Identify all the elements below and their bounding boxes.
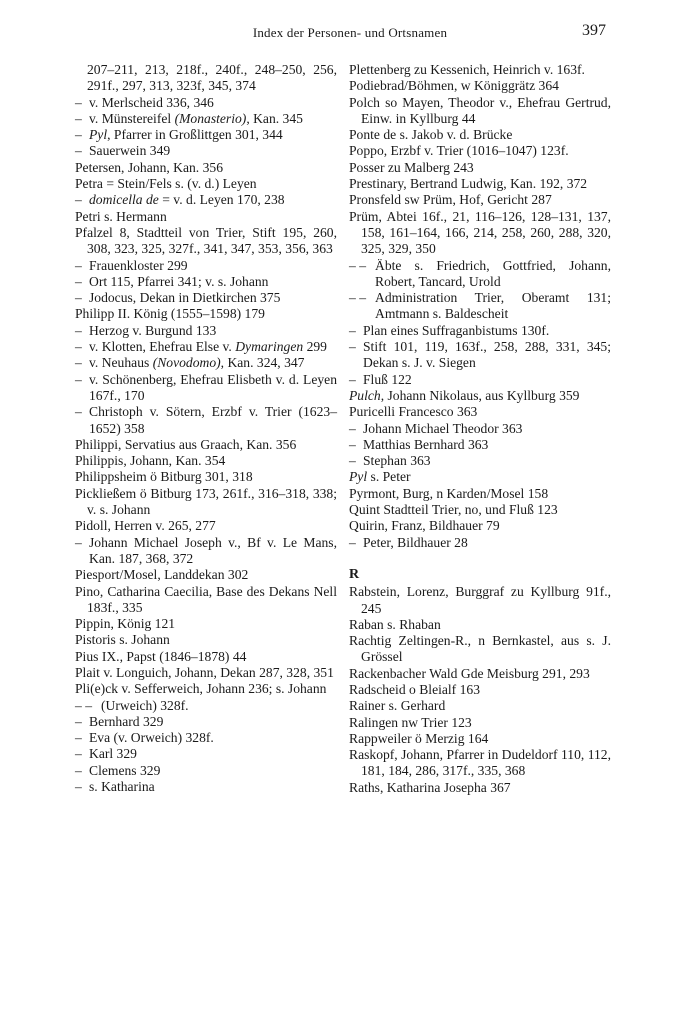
index-entry: Quint Stadtteil Trier, no, und Fluß 123	[349, 502, 558, 518]
index-subentry: – Eva (v. Orweich) 328f.	[75, 730, 337, 746]
index-entry: Pius IX., Papst (1846–1878) 44	[75, 648, 247, 664]
index-subentry: – Stephan 363	[349, 453, 611, 469]
running-header: Index der Personen- und Ortsnamen	[252, 25, 448, 40]
index-entry: Prestinary, Bertrand Ludwig, Kan. 192, 372	[349, 176, 588, 192]
page-number: 397	[582, 22, 606, 39]
index-entry: Raban s. Rhaban	[349, 616, 441, 632]
index-entry: Pickließem ö Bitburg 173, 261f., 316–318, 338; v. s. Johann	[75, 485, 337, 518]
index-entry: Poppo, Erzbf v. Trier (1016–1047) 123f.	[349, 143, 569, 159]
index-entry: Raskopf, Johann, Pfarrer in Dudeldorf 110, 112, 181, 184, 286, 317f., 335, 368	[349, 747, 611, 779]
index-subentry: – v. Münstereifel (Monasterio), Kan. 345	[75, 111, 337, 127]
index-entry: Philippi, Servatius aus Graach, Kan. 356	[75, 436, 297, 452]
index-entry: Pino, Catharina Caecilia, Base des Dekans Nell 183f., 335	[75, 583, 337, 615]
index-entry: Rachtig Zeltingen-R., n Bernkastel, aus s. J. Grössel	[349, 633, 611, 665]
index-subentry: – v. Schönenberg, Ehefrau Elisbeth v. d. Leyen 167f., 170	[75, 372, 337, 405]
index-subentry: – Frauenkloster 299	[75, 258, 337, 274]
index-entry: Petri s. Hermann	[75, 208, 167, 224]
index-subentry: – Plan eines Suffraganbistums 130f.	[349, 323, 611, 339]
index-entry: Philippsheim ö Bitburg 301, 318	[75, 469, 253, 485]
index-subentry: – – Äbte s. Friedrich, Gottfried, Johann, Robert, Tancard, Urold	[349, 258, 611, 291]
index-entry: Ralingen nw Trier 123	[349, 714, 472, 730]
index-entry: Ponte de s. Jakob v. d. Brücke	[349, 127, 513, 143]
index-entry: Radscheid o Bleialf 163	[349, 681, 480, 697]
index-subentry: – – (Urweich) 328f.	[75, 698, 337, 714]
index-subentry: – Fluß 122	[349, 372, 611, 388]
index-subentry: – v. Merlscheid 336, 346	[75, 95, 337, 111]
index-subentry: – Peter, Bildhauer 28	[349, 535, 611, 551]
index-subentry: – Bernhard 329	[75, 714, 337, 730]
index-subentry: – – Administration Trier, Oberamt 131; Amtmann s. Baldescheit	[349, 290, 611, 323]
index-entry: Rabstein, Lorenz, Burggraf zu Kyllburg 91f., 245	[349, 584, 611, 616]
index-subentry: – Christoph v. Sötern, Erzbf v. Trier (1623–1652) 358	[75, 404, 337, 437]
index-subentry: – Pyl, Pfarrer in Großlittgen 301, 344	[75, 127, 337, 143]
index-entry: Rappweiler ö Merzig 164	[349, 730, 489, 746]
index-entry: Puricelli Francesco 363	[349, 404, 478, 420]
index-subentry: – Jodocus, Dekan in Dietkirchen 375	[75, 290, 337, 306]
index-subentry: – Ort 115, Pfarrei 341; v. s. Johann	[75, 274, 337, 290]
index-entry: Plait v. Longuich, Johann, Dekan 287, 328, 351	[75, 664, 334, 680]
index-subentry: – Herzog v. Burgund 133	[75, 323, 337, 339]
index-subentry: – s. Katharina	[75, 779, 337, 795]
index-entry: Rackenbacher Wald Gde Meisburg 291, 293	[349, 665, 590, 681]
index-entry: Pidoll, Herren v. 265, 277	[75, 518, 216, 534]
index-subentry: – Clemens 329	[75, 763, 337, 779]
index-entry: Piesport/Mosel, Landdekan 302	[75, 567, 249, 583]
index-subentry: – v. Neuhaus (Novodomo), Kan. 324, 347	[75, 355, 337, 371]
index-entry: Philipp II. König (1555–1598) 179	[75, 306, 265, 322]
index-entry: Pyrmont, Burg, n Karden/Mosel 158	[349, 485, 549, 501]
index-subentry: – Stift 101, 119, 163f., 258, 288, 331, 345; Dekan s. J. v. Siegen	[349, 339, 611, 372]
index-entry: Pronsfeld sw Prüm, Hof, Gericht 287	[349, 192, 552, 208]
index-entry: Quirin, Franz, Bildhauer 79	[349, 518, 500, 534]
index-subentry: – Karl 329	[75, 746, 337, 762]
index-entry: Plettenberg zu Kessenich, Heinrich v. 163f.	[349, 62, 585, 77]
index-entry: Petersen, Johann, Kan. 356	[75, 159, 223, 175]
index-subentry: – Johann Michael Joseph v., Bf v. Le Mans, Kan. 187, 368, 372	[75, 535, 337, 568]
index-column-left	[75, 62, 337, 795]
index-entry: Podiebrad/Böhmen, w Königgrätz 364	[349, 78, 559, 94]
index-entry: Petra = Stein/Fels s. (v. d.) Leyen	[75, 176, 257, 192]
index-subentry: – Johann Michael Theodor 363	[349, 421, 611, 437]
index-entry: Pippin, König 121	[75, 616, 176, 632]
index-entry: Philippis, Johann, Kan. 354	[75, 453, 226, 469]
index-subentry: 207–211, 213, 218f., 240f., 248–250, 256, 291f., 297, 313, 323f, 345, 374	[87, 62, 337, 94]
index-entry: Pulch, Johann Nikolaus, aus Kyllburg 359	[349, 387, 580, 403]
index-entry: Pistoris s. Johann	[75, 632, 170, 648]
index-entry: Posser zu Malberg 243	[349, 159, 474, 175]
index-entry: Pfalzel 8, Stadtteil von Trier, Stift 195, 260, 308, 323, 325, 327f., 341, 347, 353, 356, 363	[75, 224, 337, 257]
index-subentry: – Sauerwein 349	[75, 143, 337, 159]
index-subentry: – domicella de = v. d. Leyen 170, 238	[75, 192, 337, 208]
index-entry: Prüm, Abtei 16f., 21, 116–126, 128–131, 137, 158, 161–164, 166, 214, 258, 260, 288, 320, 325, 329, 350	[349, 208, 611, 257]
index-entry: Raths, Katharina Josepha 367	[349, 779, 511, 795]
index-subentry: – Matthias Bernhard 363	[349, 437, 611, 453]
letter-heading: R	[349, 566, 360, 582]
index-entry: Rainer s. Gerhard	[349, 698, 446, 714]
index-entry: Pyl s. Peter	[349, 469, 411, 485]
index-subentry: – v. Klotten, Ehefrau Else v. Dymaringen 299	[75, 339, 337, 355]
index-column-right	[349, 62, 611, 796]
index-entry: Polch so Mayen, Theodor v., Ehefrau Gertrud, Einw. in Kyllburg 44	[349, 94, 611, 126]
index-entry: Pli(e)ck v. Sefferweich, Johann 236; s. Johann	[75, 681, 327, 697]
